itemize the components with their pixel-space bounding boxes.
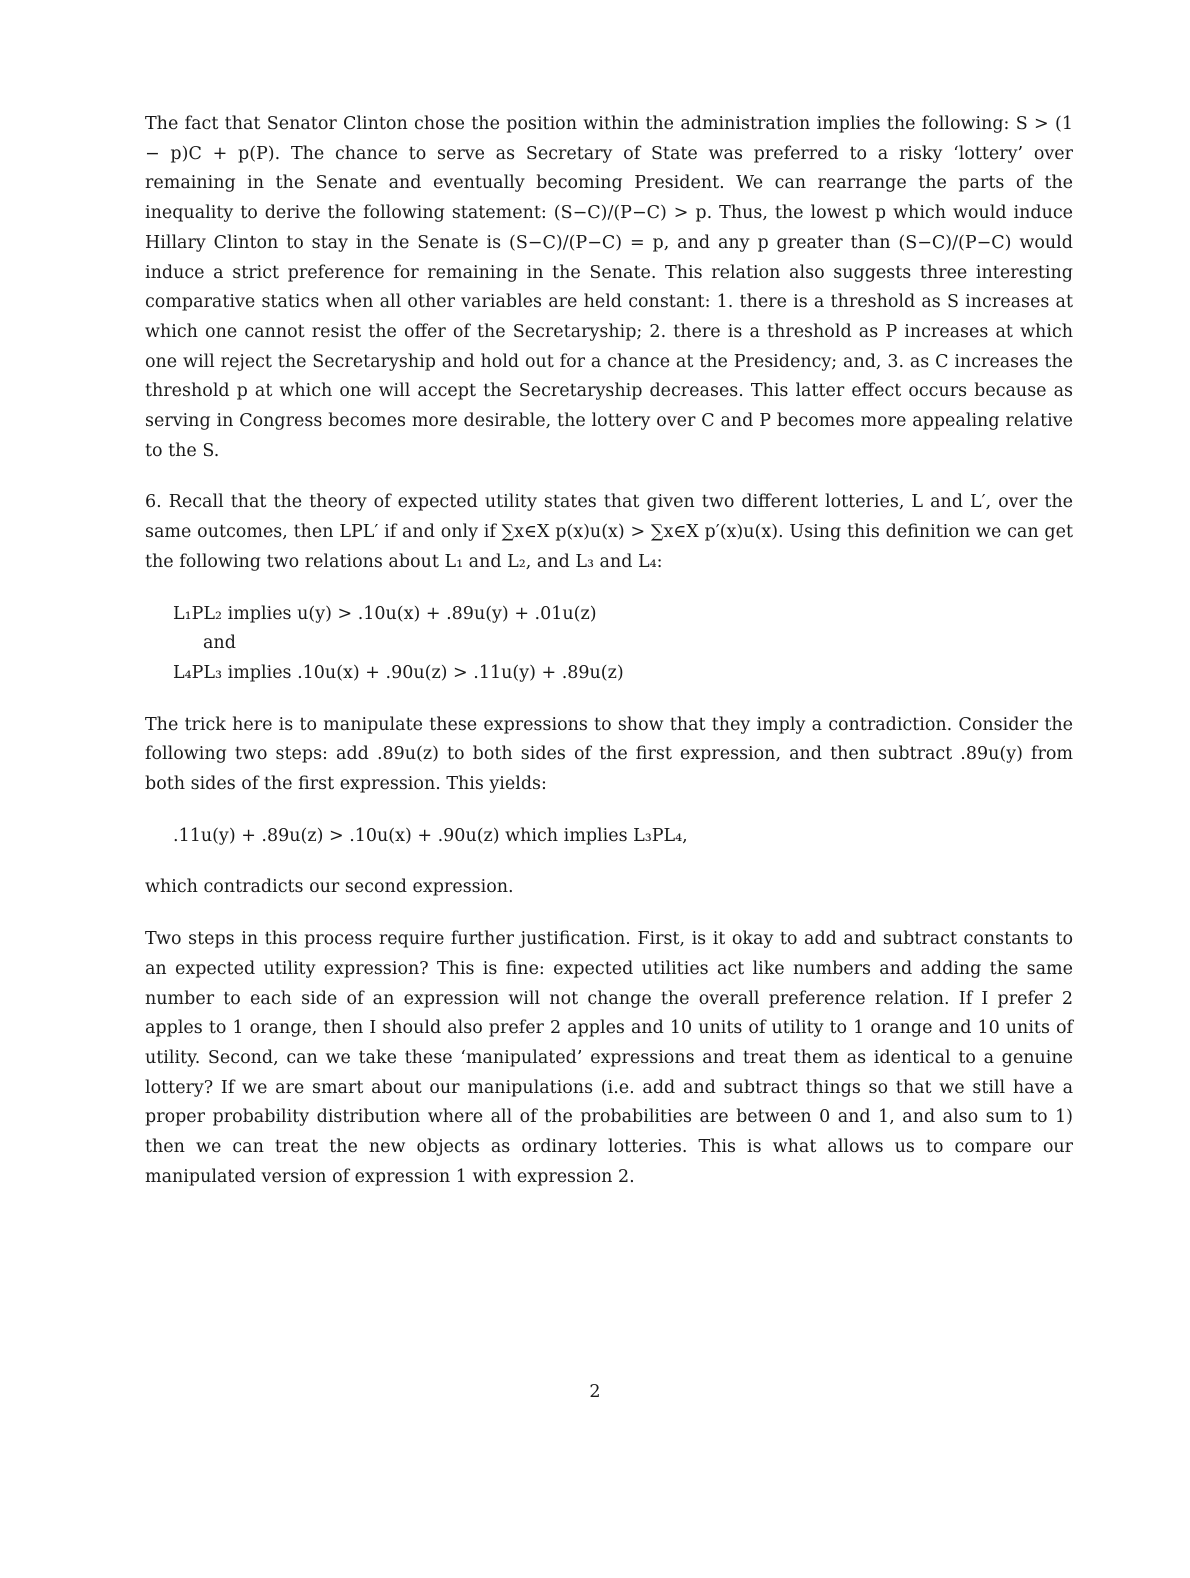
relations-block [173, 600, 1073, 689]
page-number: 2 [589, 1382, 601, 1402]
paragraph-expected-utility: 6. Recall that the theory of expected utility states that given two different lotteries, L and L′, over the same outcomes, then LPL′ if and only if ∑x∈X p(x)u(x) > ∑x∈X p′(x)u(x). Using this definition we can get the following two relations about L₁ and L₂, and L₃ and L₄: [145, 492, 1073, 572]
derived-block [173, 822, 1073, 852]
equation-l4-l3: L₄PL₃ implies .10u(x) + .90u(z) > .11u(y) + .89u(z) [173, 662, 624, 683]
paragraph-manipulation: The trick here is to manipulate these expressions to show that they imply a contradiction. Consider the following two steps: add .89u(z) to both sides of the first expression, and then subtract .89u(y) from both sides of the first expression. This yields: [145, 714, 1073, 795]
document-body [145, 110, 1073, 1215]
equation-derived: .11u(y) + .89u(z) > .10u(x) + .90u(z) which implies L₃PL₄, [173, 825, 688, 846]
equation-connector-and: and [203, 633, 236, 654]
paragraph-clinton-analysis: The fact that Senator Clinton chose the position within the administration implies the following: S > (1 − p)C + p(P). The chance to serve as Secretary of State was preferred to a risky ‘lottery’ over remaining in the Senate and eventually becoming President. We can rearrange the parts of the inequality to derive the following statement: (S−C)/(P−C) > p. Thus, the lowest p which would induce Hillary Clinton to stay in the Senate is (S−C)/(P−C) = p, and any p greater than (S−C)/(P−C) would induce a strict preference for remaining in the Senate. This relation also suggests three interesting comparative statics when all other variables are held constant: 1. there is a threshold as S increases at which one cannot resist the offer of the Secretaryship; 2. there is a threshold as P increases at which one will reject the Secretaryship and hold out for a chance at the Presidency; and, 3. as C increases the threshold p at which one will accept the Secretaryship decreases. This latter effect occurs because as serving in Congress becomes more desirable, the lottery over C and P becomes more appealing relative to the S. [145, 114, 1073, 461]
paragraph-justification: Two steps in this process require further justification. First, is it okay to add and subtract constants to an expected utility expression? This is fine: expected utilities act like numbers and adding the same number to each side of an expression will not change the overall preference relation. If I prefer 2 apples to 1 orange, then I should also prefer 2 apples and 10 units of utility to 1 orange and 10 units of utility. Second, can we take these ‘manipulated’ expressions and treat them as identical to a genuine lottery? If we are smart about our manipulations (i.e. add and subtract things so that we still have a proper probability distribution where all of the probabilities are between 0 and 1, and also sum to 1) then we can treat the new objects as ordinary lotteries. This is what allows us to compare our manipulated version of expression 1 with expression 2. [145, 929, 1073, 1187]
paragraph-contradiction: which contradicts our second expression. [145, 877, 514, 898]
equation-l1-l2: L₁PL₂ implies u(y) > .10u(x) + .89u(y) + .01u(z) [173, 603, 597, 624]
